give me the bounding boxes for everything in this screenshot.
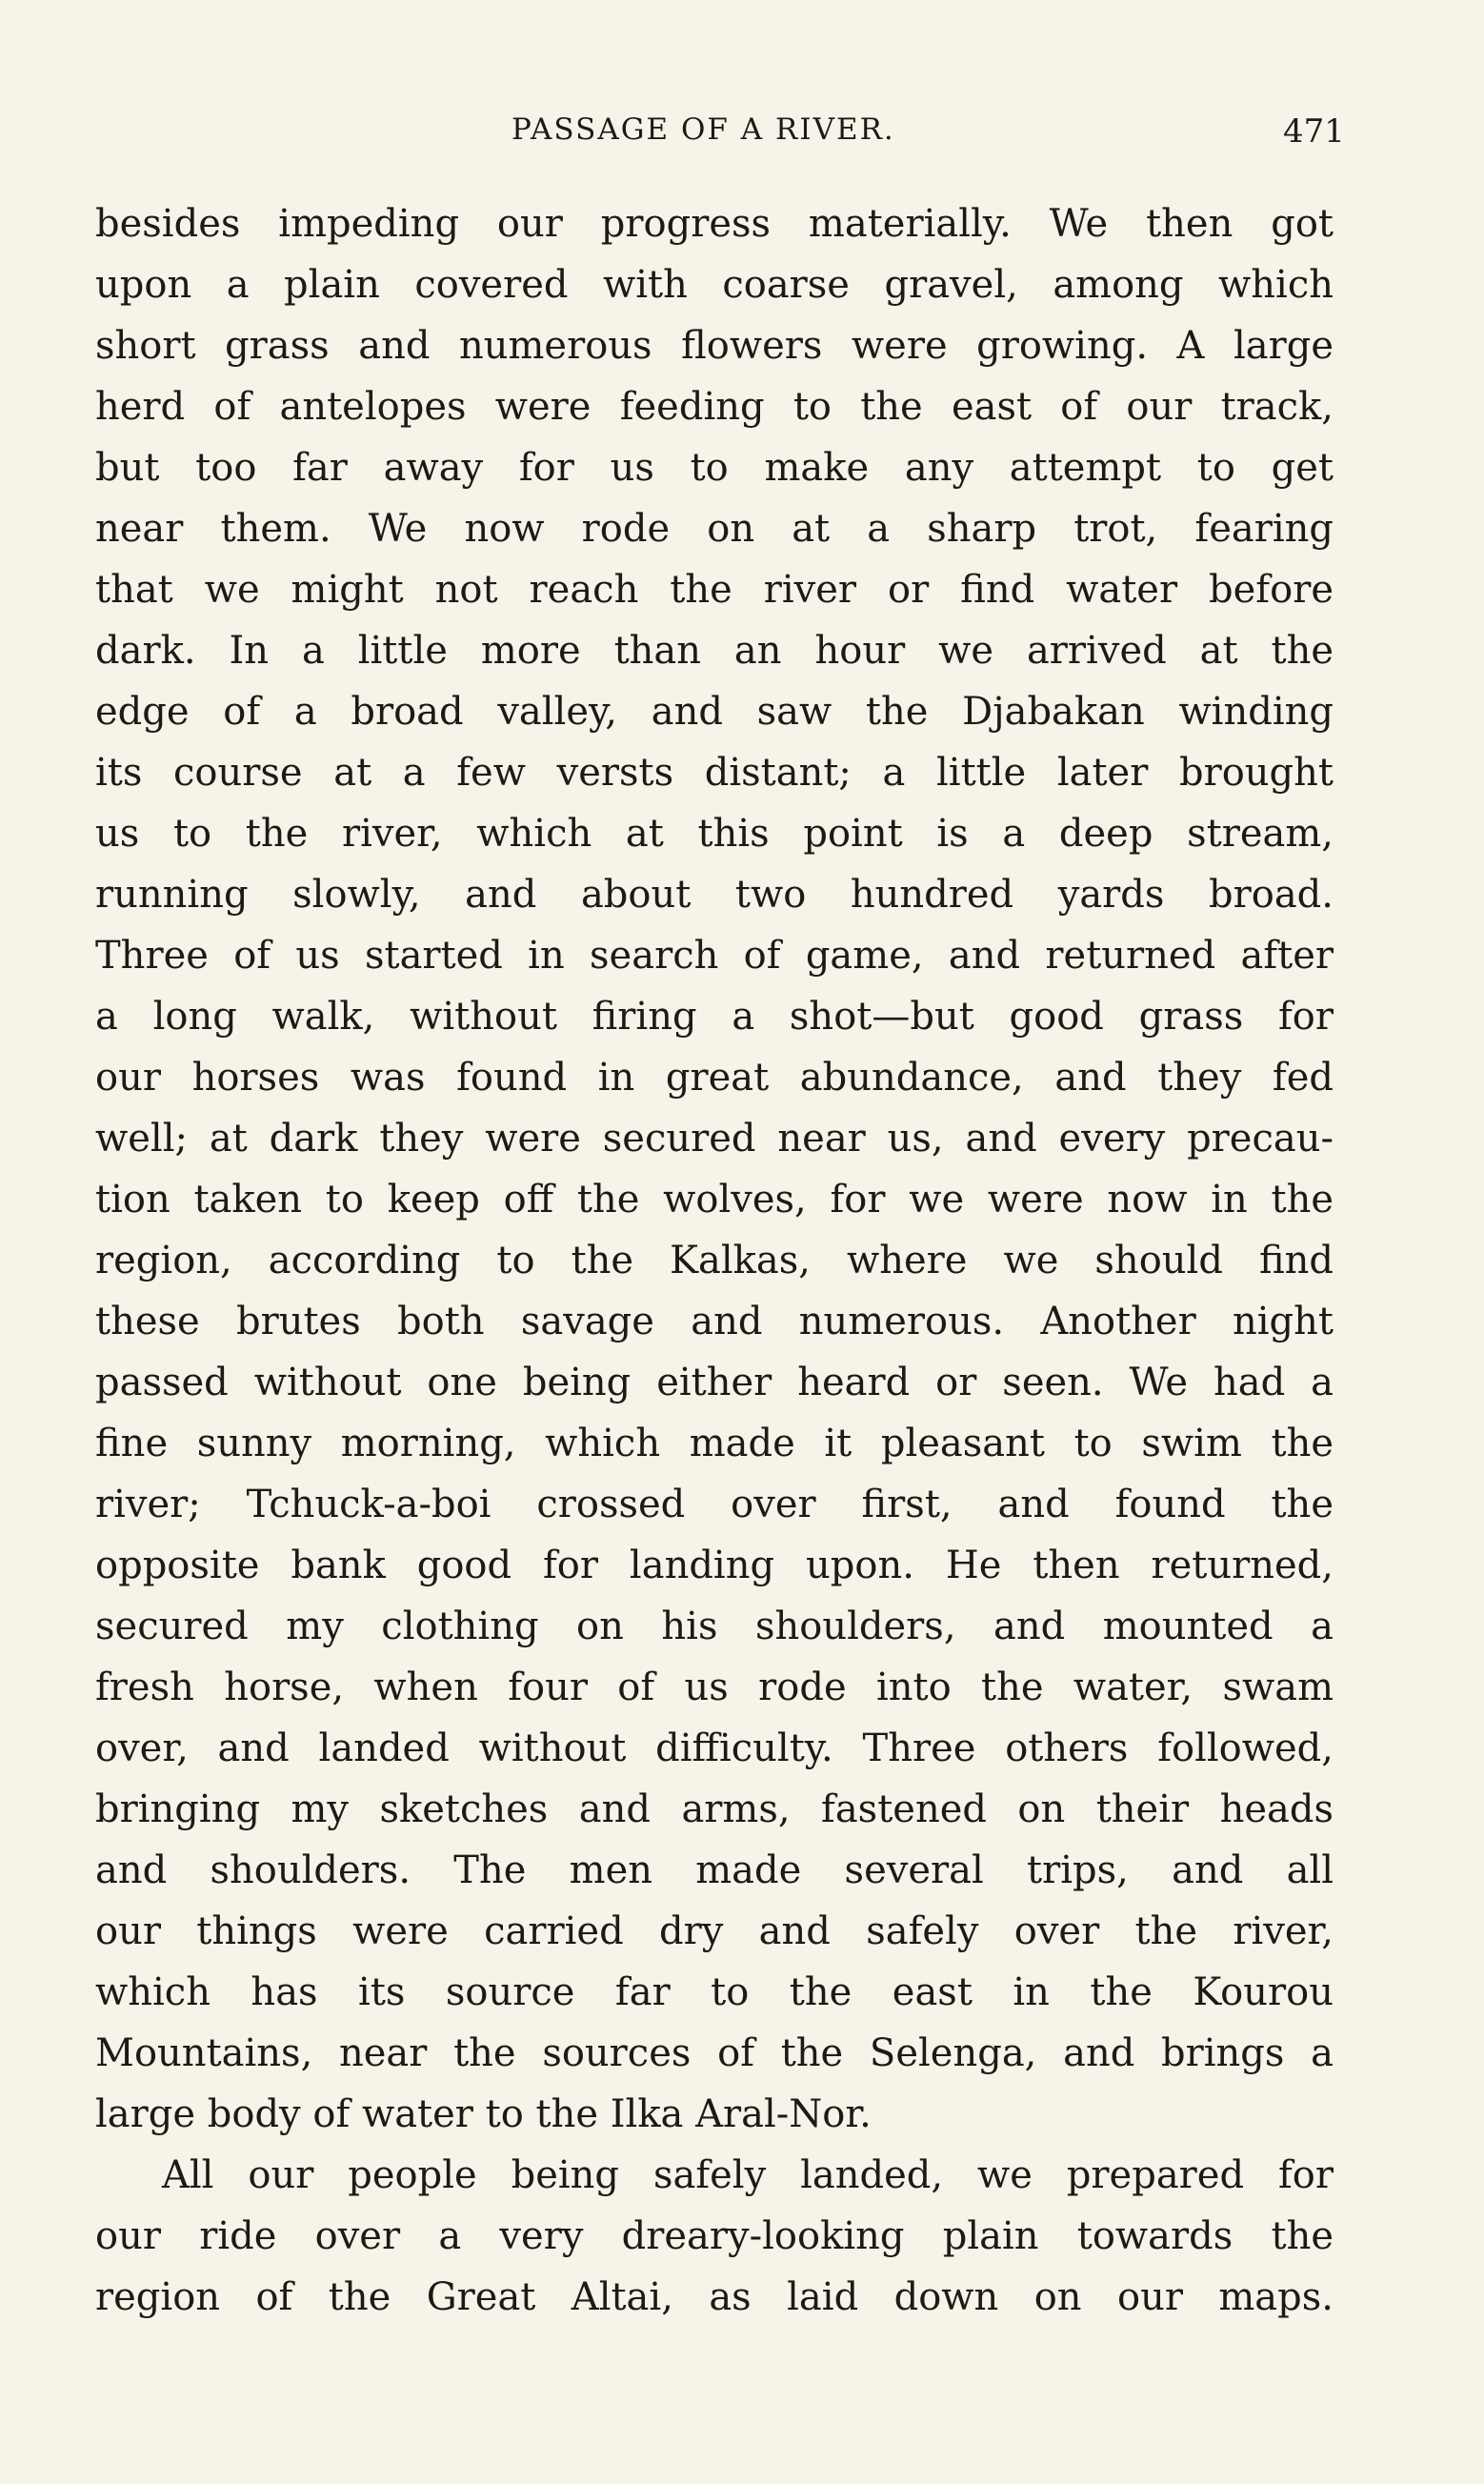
text-line: but too far away for us to make any attempt to get	[95, 446, 1334, 490]
text-line: large body of water to the Ilka Aral-Nor.	[95, 2092, 872, 2136]
text-line: us to the river, which at this point is a deep stream,	[95, 812, 1334, 856]
text-line: fine sunny morning, which made it pleasant to swim the	[95, 1422, 1334, 1465]
text-line: near them. We now rode on at a sharp trot, fearing	[95, 507, 1334, 551]
text-line: river; Tchuck-a-boi crossed over first, and found the	[95, 1483, 1334, 1526]
text-line: fresh horse, when four of us rode into the water, swam	[95, 1666, 1334, 1709]
text-line: tion taken to keep off the wolves, for we were now in the	[95, 1178, 1334, 1222]
text-line: Mountains, near the sources of the Selenga, and brings a	[95, 2031, 1334, 2075]
text-line: that we might not reach the river or find water before	[95, 568, 1334, 612]
text-line: dark. In a little more than an hour we arrived at the	[95, 629, 1334, 673]
text-line: a long walk, without firing a shot—but good grass for	[95, 995, 1334, 1039]
text-line: bringing my sketches and arms, fastened on their heads	[95, 1787, 1334, 1831]
text-line: edge of a broad valley, and saw the Djabakan winding	[95, 690, 1334, 734]
text-line: our ride over a very dreary-looking plain towards the	[95, 2214, 1334, 2258]
text-line: and shoulders. The men made several trips, and all	[95, 1848, 1334, 1892]
text-line: these brutes both savage and numerous. Another night	[95, 1300, 1334, 1343]
text-line: running slowly, and about two hundred yards broad.	[95, 873, 1334, 917]
running-title: PASSAGE OF A RIVER.	[511, 112, 895, 147]
text-line: Three of us started in search of game, and returned after	[95, 934, 1334, 978]
text-line: secured my clothing on his shoulders, and mounted a	[95, 1605, 1334, 1648]
text-line: region, according to the Kalkas, where we should find	[95, 1239, 1334, 1282]
text-line: its course at a few versts distant; a little later brought	[95, 751, 1334, 795]
text-line: opposite bank good for landing upon. He then returned,	[95, 1544, 1334, 1587]
text-line: our things were carried dry and safely over the river,	[95, 1909, 1334, 1953]
text-line: over, and landed without difficulty. Three others followed,	[95, 1727, 1334, 1770]
text-line: well; at dark they were secured near us, and every precau-	[95, 1117, 1334, 1161]
text-line: herd of antelopes were feeding to the east of our track,	[95, 385, 1334, 429]
text-line: which has its source far to the east in the Kourou	[95, 1970, 1334, 2014]
text-line: besides impeding our progress materially. We then got	[95, 202, 1334, 246]
text-line: upon a plain covered with coarse gravel, among which	[95, 263, 1334, 307]
text-line: short grass and numerous flowers were growing. A large	[95, 324, 1334, 368]
text-line: region of the Great Altai, as laid down on our maps.	[95, 2275, 1334, 2319]
page-number: 471	[1283, 112, 1345, 151]
running-head	[0, 112, 1484, 160]
body-text	[95, 193, 1334, 2328]
text-line: passed without one being either heard or seen. We had a	[95, 1361, 1334, 1404]
text-line: All our people being safely landed, we prepared for	[162, 2153, 1334, 2197]
text-line: our horses was found in great abundance, and they fed	[95, 1056, 1334, 1100]
